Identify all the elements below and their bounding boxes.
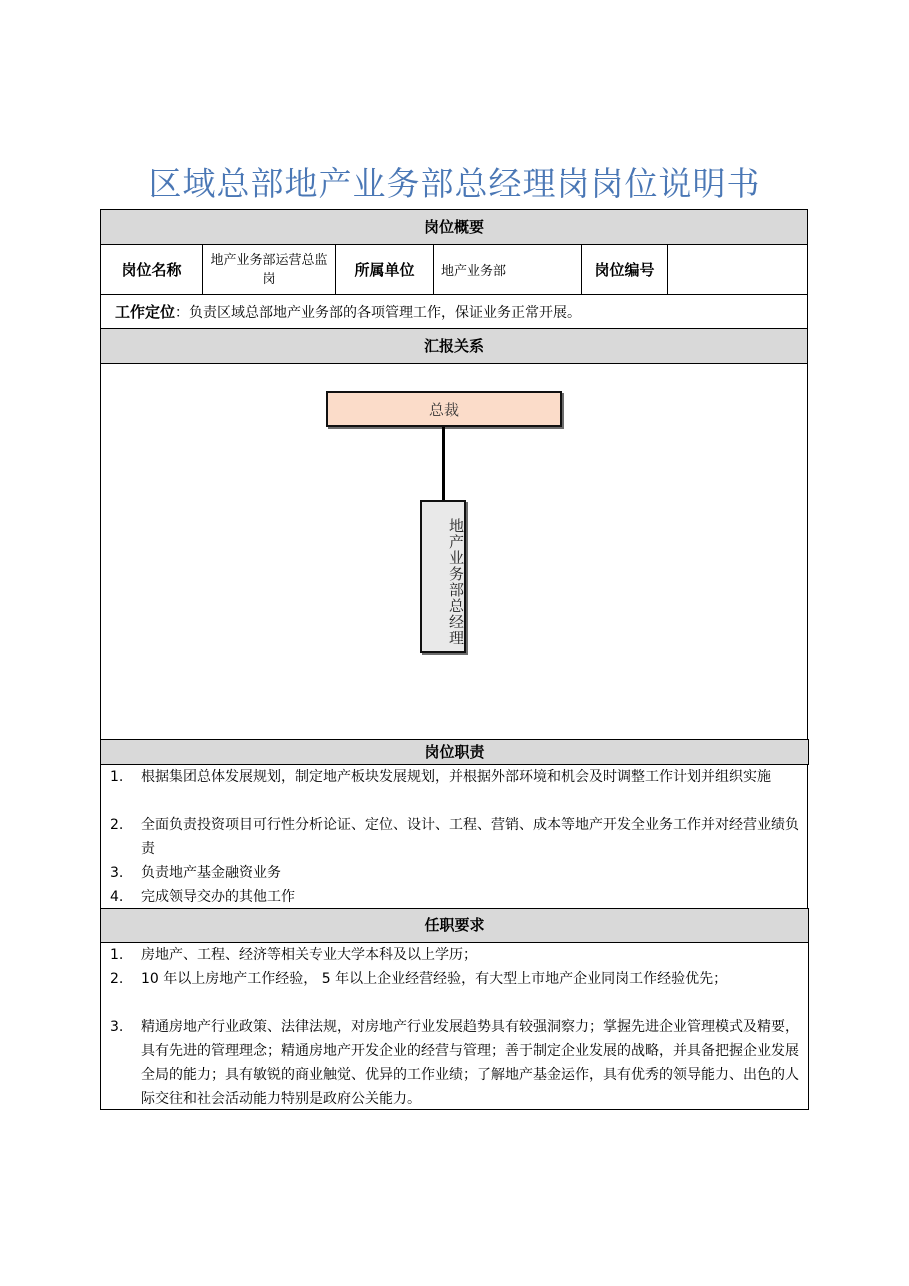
duty-text: 完成领导交办的其他工作: [141, 889, 295, 905]
duty-number: 4.: [110, 889, 124, 905]
duties-header-label: 岗位职责: [424, 743, 485, 761]
requirements-header-label: 任职要求: [424, 916, 485, 934]
reporting-header-label: 汇报关系: [423, 337, 484, 355]
overview-header-label: 岗位概要: [423, 218, 484, 236]
requirement-number: 2.: [110, 971, 124, 987]
duty-number: 2.: [110, 817, 124, 833]
duty-number: 1.: [110, 769, 124, 785]
position-code-label: 岗位编号: [594, 261, 655, 279]
duty-item: [110, 885, 800, 909]
position-name-value: [203, 245, 335, 294]
requirement-text: 房地产、工程、经济等相关专业大学本科及以上学历；: [141, 947, 477, 963]
requirement-text: 10 年以上房地产工作经验， 5 年以上企业经营经验，有大型上市地产企业同岗工作经验优先；: [141, 971, 728, 987]
org-node-position: [420, 500, 466, 653]
requirement-item: [110, 967, 800, 1015]
requirement-number: 3.: [110, 1019, 124, 1035]
positioning-text: ：负责区域总部地产业务部的各项管理工作，保证业务正常开展。: [175, 305, 582, 321]
org-node-superior-label: 总裁: [428, 400, 459, 419]
overview-header: [100, 209, 808, 245]
duty-text: 负责地产基金融资业务: [141, 865, 281, 881]
reporting-header: [100, 328, 808, 364]
duty-item: [110, 813, 800, 861]
unit-value: 地产业务部: [441, 264, 507, 279]
unit-label: 所属单位: [354, 261, 415, 279]
requirements-header: [100, 908, 809, 943]
requirement-number: 1.: [110, 947, 124, 963]
duty-item: [110, 861, 800, 885]
duty-number: 3.: [110, 865, 124, 881]
duties-header: [100, 739, 809, 765]
position-name-label: 岗位名称: [121, 261, 182, 279]
org-node-superior: [326, 391, 562, 427]
requirement-text: 精通房地产行业政策、法律法规，对房地产行业发展趋势具有较强洞察力；掌握先进企业管理模式及精要，具有先进的管理理念；精通房地产开发企业的经营与管理；善于制定企业发展的战略，并具备把握企业发展全局的能力；具有敏锐的商业触觉、优异的工作业绩；了解地产基金运作，具有优秀的领导能力、出色的人际交往和社会活动能力特别是政府公关能力。: [141, 1019, 799, 1107]
org-connector-line: [442, 427, 445, 500]
org-node-position-label: 地产业务部总经理: [447, 517, 465, 646]
positioning-label: 工作定位: [115, 303, 176, 321]
position-name-text: 地产业务部运营总监岗: [210, 252, 328, 287]
requirement-item: [110, 1015, 800, 1111]
positioning-row: [100, 294, 808, 329]
info-row: [100, 244, 808, 295]
requirement-item: [110, 943, 800, 967]
document-title: 区域总部地产业务部总经理岗岗位说明书: [148, 164, 761, 203]
duty-text: 根据集团总体发展规划，制定地产板块发展规划，并根据外部环境和机会及时调整工作计划并组织实施: [141, 769, 771, 785]
position-code-value: [668, 245, 807, 294]
duty-item: [110, 765, 800, 813]
duty-text: 全面负责投资项目可行性分析论证、定位、设计、工程、营销、成本等地产开发全业务工作并对经营业绩负责: [141, 817, 799, 857]
